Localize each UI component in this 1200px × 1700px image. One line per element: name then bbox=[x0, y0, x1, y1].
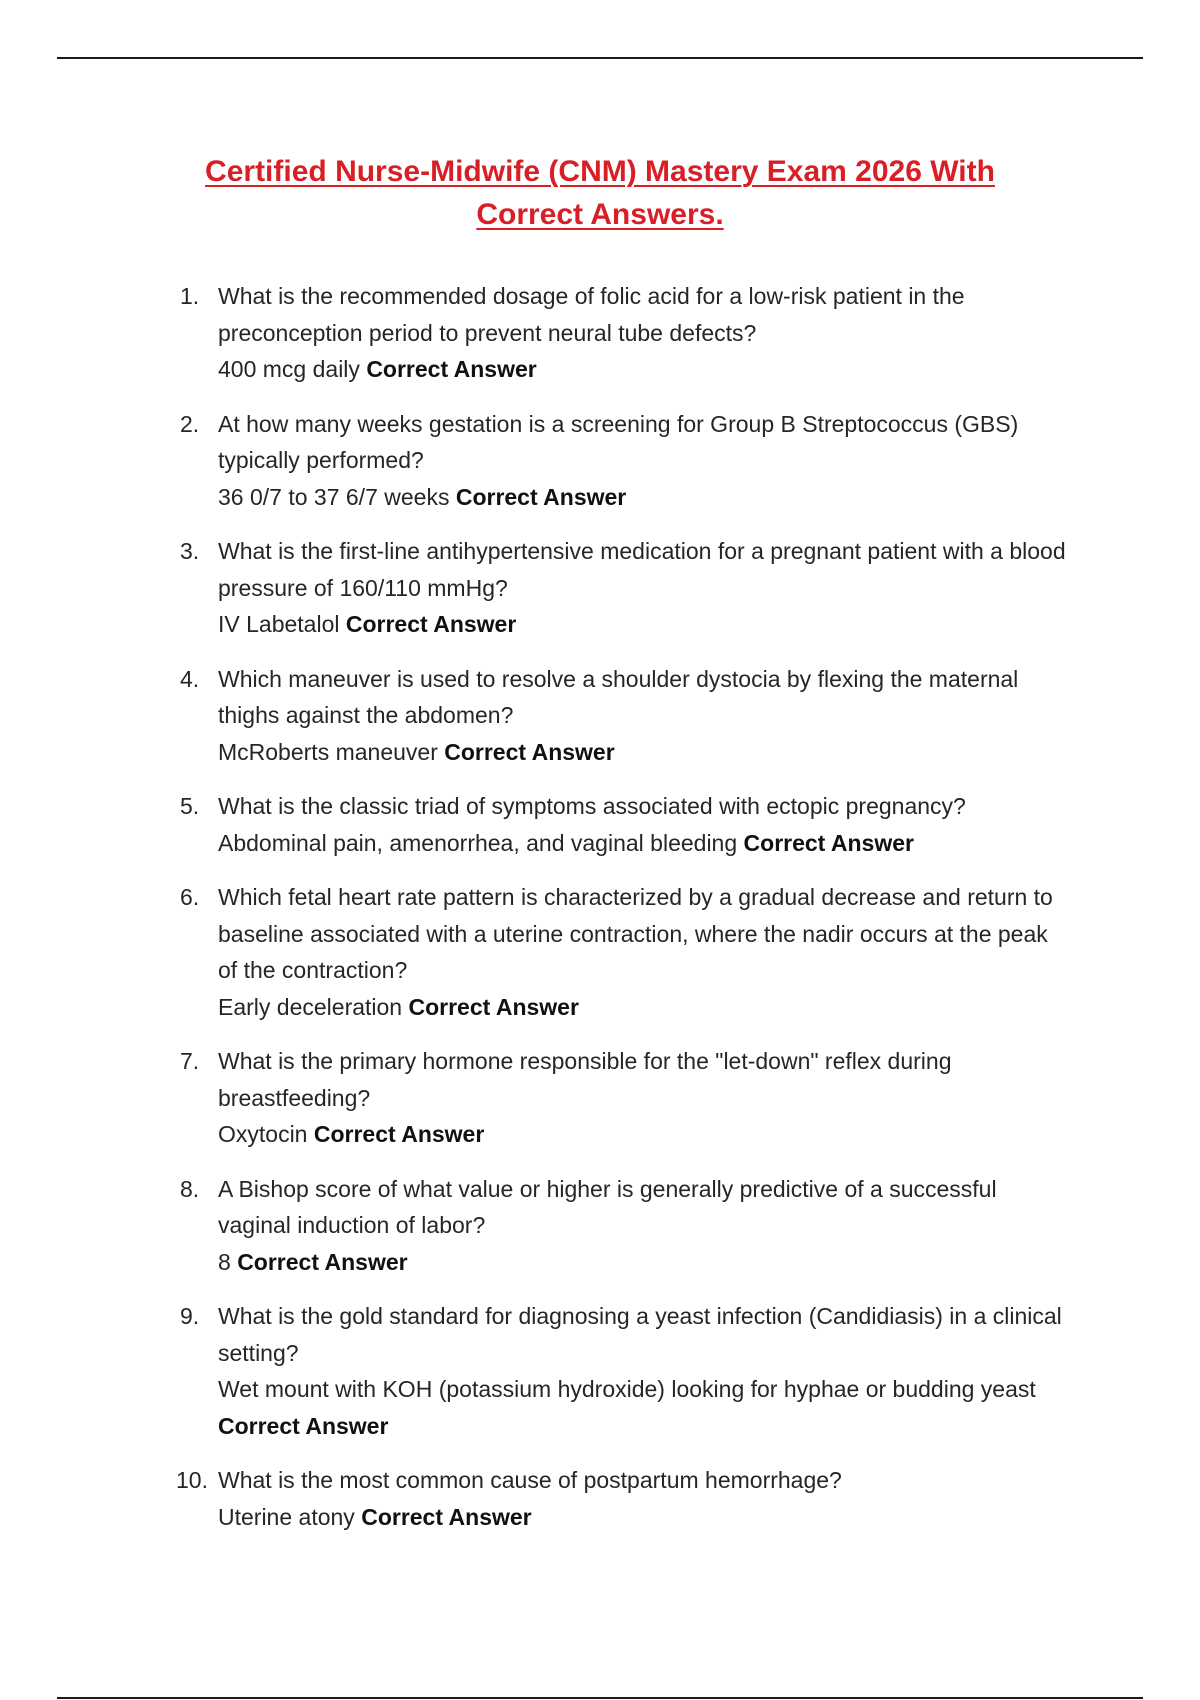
question-number: 2. bbox=[180, 410, 200, 437]
question-text: A Bishop score of what value or higher is generally predictive of a successful vaginal induction of labor? bbox=[218, 1175, 997, 1238]
correct-answer-label: Correct Answer bbox=[361, 1503, 532, 1530]
question-item-10 bbox=[178, 1462, 1068, 1535]
question-number: 1. bbox=[180, 283, 200, 309]
question-text: What is the gold standard for diagnosing a yeast infection (Candidiasis) in a clinical setting? bbox=[218, 1303, 1062, 1366]
answer-text: McRoberts maneuver bbox=[218, 738, 438, 765]
question-text: Which maneuver is used to resolve a shoulder dystocia by flexing the maternal thighs against the abdomen? bbox=[218, 665, 1019, 728]
question-text: What is the classic triad of symptoms associated with ectopic pregnancy? bbox=[218, 793, 966, 819]
question-number: 9. bbox=[180, 1303, 200, 1329]
question-text: What is the most common cause of postpartum hemorrhage? bbox=[218, 1467, 842, 1493]
answer-text: Early deceleration bbox=[218, 993, 403, 1020]
answer-text: Uterine atony bbox=[218, 1503, 355, 1530]
correct-answer-label: Correct Answer bbox=[743, 829, 914, 856]
answer-line bbox=[218, 1499, 1068, 1536]
question-number: 5. bbox=[180, 793, 200, 819]
question-text: At how many weeks gestation is a screening for Group B Streptococcus (GBS) typically performed? bbox=[218, 410, 1019, 473]
question-item-2 bbox=[178, 406, 1068, 516]
correct-answer-label: Correct Answer bbox=[345, 611, 517, 637]
correct-answer-label: Correct Answer bbox=[366, 356, 537, 382]
top-divider bbox=[57, 57, 1143, 59]
correct-answer-label: Correct Answer bbox=[408, 993, 579, 1020]
correct-answer-label: Correct Answer bbox=[455, 483, 627, 510]
question-number: 6. bbox=[180, 884, 200, 910]
correct-answer-label: Correct Answer bbox=[237, 1248, 408, 1275]
question-number: 7. bbox=[180, 1048, 200, 1074]
question-item-7 bbox=[178, 1043, 1068, 1153]
answer-text: 400 mcg daily bbox=[218, 356, 360, 382]
answer-line bbox=[218, 734, 1068, 771]
question-text: What is the primary hormone responsible for the "let-down" reflex during breastfeeding? bbox=[218, 1048, 952, 1111]
question-text: What is the recommended dosage of folic acid for a low-risk patient in the preconception period to prevent neural tube defects? bbox=[218, 283, 965, 346]
question-item-6 bbox=[178, 879, 1068, 1025]
answer-line bbox=[218, 825, 1068, 862]
answer-text: 36 0/7 to 37 6/7 weeks bbox=[218, 483, 450, 510]
answer-text: IV Labetalol bbox=[218, 611, 340, 637]
page-title bbox=[150, 150, 1050, 236]
question-number: 10. bbox=[176, 1467, 208, 1493]
question-item-3 bbox=[178, 533, 1068, 643]
answer-line bbox=[218, 1244, 1068, 1281]
question-item-9 bbox=[178, 1298, 1068, 1444]
title-line-2: Correct Answers. bbox=[476, 198, 724, 231]
question-text: Which fetal heart rate pattern is characterized by a gradual decrease and return to baseline associated with a uterine contraction, where the nadir occurs at the peak of the contraction? bbox=[218, 884, 1053, 983]
question-item-1 bbox=[178, 278, 1068, 388]
question-number: 4. bbox=[180, 665, 200, 692]
question-list bbox=[178, 278, 1068, 1553]
answer-line bbox=[218, 479, 1068, 516]
title-line-1: Certified Nurse-Midwife (CNM) Mastery Exam 2026 With bbox=[205, 155, 995, 188]
question-text: What is the first-line antihypertensive medication for a pregnant patient with a blood pressure of 160/110 mmHg? bbox=[218, 538, 1066, 601]
answer-text: 8 bbox=[218, 1248, 231, 1275]
answer-line bbox=[218, 989, 1068, 1026]
correct-answer-label: Correct Answer bbox=[218, 1412, 389, 1439]
answer-line bbox=[218, 1371, 1068, 1444]
correct-answer-label: Correct Answer bbox=[313, 1121, 485, 1147]
correct-answer-label: Correct Answer bbox=[444, 738, 615, 765]
bottom-divider bbox=[57, 1697, 1143, 1699]
answer-text: Abdominal pain, amenorrhea, and vaginal bleeding bbox=[218, 829, 738, 856]
question-item-4 bbox=[178, 661, 1068, 771]
answer-text: Wet mount with KOH (potassium hydroxide) looking for hyphae or budding yeast bbox=[218, 1376, 1036, 1402]
question-item-5 bbox=[178, 788, 1068, 861]
answer-line bbox=[218, 1116, 1068, 1153]
answer-text: Oxytocin bbox=[218, 1121, 308, 1147]
answer-line bbox=[218, 351, 1068, 388]
question-number: 8. bbox=[180, 1175, 200, 1202]
answer-line bbox=[218, 606, 1068, 643]
question-item-8 bbox=[178, 1171, 1068, 1281]
question-number: 3. bbox=[180, 538, 200, 564]
